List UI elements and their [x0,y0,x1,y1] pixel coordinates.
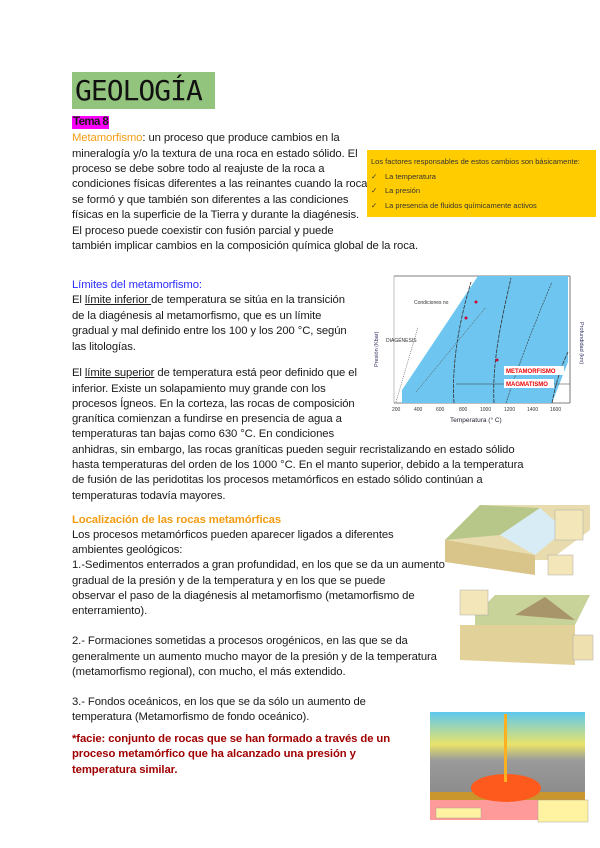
magmatism-label: MAGMATISMO [506,382,548,388]
facie-line: proceso metamórfico que ha alcanzado una presión y [72,748,356,761]
svg-text:Condiciones no: Condiciones no [414,300,449,306]
text-line: (metamorfismo regional), con mucho, el más extendido. [72,665,346,678]
factors-heading: Los factores responsables de estos cambios son básicamente: [371,157,580,166]
metamorfismo-term: Metamorfismo [72,132,143,144]
svg-text:800: 800 [459,407,468,413]
localization-heading: Localización de las rocas metamórficas [72,514,282,526]
text-line: generalmente un aumento mucho mayor de la presión y de la temperatura [72,650,437,663]
text-line: se formó y que también son diferentes a las condiciones [72,193,349,206]
text-line: 2.- Formaciones sometidas a procesos orogénicos, en las que se da [72,635,408,648]
svg-text:600: 600 [436,407,445,413]
factor-item: ✓ La presión [371,184,592,199]
text-line: enterramiento). [72,605,148,617]
regional-metamorphism-illustration [455,585,595,670]
x-ticks [392,407,561,413]
text-line: temperaturas tan bajas como 630 °C. En condiciones [72,428,335,441]
y-axis-label: Presión (Kbar) [374,331,380,367]
text-line: hasta temperaturas del orden de los 1000 °C. En el manto superior, debido a la temperatura [72,459,524,471]
svg-text:1200: 1200 [504,407,516,413]
check-icon: ✓ [371,200,378,210]
facie-line: temperatura similar. [72,763,178,776]
text-line: gradual de la presión y de la temperatura y en los que se puede [72,574,386,587]
svg-text:1000: 1000 [480,407,492,413]
page-title: GEOLOGÍA [72,72,215,109]
limits-p1-first: El límite inferior de temperatura se sitúa en la transición [72,294,345,306]
intro-first-line: Metamorfismo: un proceso que produce cambios en la [72,132,340,144]
text-line: gradual y mal definido entre los 100 y los 200 °C, según [72,325,347,337]
text-line: Los procesos metamórficos pueden aparecer ligados a diferentes [72,529,394,541]
metamorphism-label: METAMORFISMO [506,369,556,375]
text-line: anhidras, sin embargo, las rocas graníticas pueden seguir recristalizando en estado sólido [72,443,515,456]
facie-line: *facie: conjunto de rocas que se han formado a través de un [72,733,391,745]
factor-item: ✓ La temperatura [371,170,592,185]
text-line: granítica comienzan a fundirse en presencia de agua a [72,413,342,426]
text-line: condiciones físicas diferentes a las reinantes cuando la roca [72,178,368,191]
topic-label: Tema 8 [73,116,109,128]
text-line: temperatura (Metamorfismo de fondo oceánico). [72,711,310,724]
text-line: proceso se debe sobre todo al reajuste de la roca a [72,162,325,175]
burial-metamorphism-illustration [440,500,595,582]
text-line: también implicar cambios en la composición química global de la roca. [72,239,418,252]
limits-heading: Límites del metamorfismo: [72,279,202,291]
svg-text:400: 400 [414,407,423,413]
pressure-temperature-diagram [366,272,588,432]
text-line: procesos Ígneos. En la corteza, las rocas de composición [72,397,355,410]
diagenesis-label: DIAGÉNESIS [386,338,417,344]
factor-item: ✓ La presencia de fluidos químicamente activos [371,199,592,214]
text-line: observar el paso de la diagénesis al metamorfismo (metamorfismo de [72,589,415,602]
text-line: El proceso puede coexistir con fusión parcial y puede [72,224,334,237]
ocean-floor-metamorphism-illustration [428,708,593,826]
text-line: de la diagénesis al metamorfismo, que es un límite [72,309,322,322]
svg-text:1400: 1400 [527,407,539,413]
text-line: mineralogía y/o la textura de una roca en estado sólido. El [72,147,358,160]
text-line: inferior. Existe un solapamiento muy grande con los [72,382,326,395]
svg-text:200: 200 [392,407,401,413]
text-line: físicas en la superficie de la Tierra y durante la diagénesis. [72,209,360,222]
check-icon: ✓ [371,171,378,181]
y2-axis-label: Profundidad (km) [578,322,584,365]
text-line: ambientes geológicos: [72,544,183,557]
factors-box [367,150,596,217]
text-line: las litologías. [72,340,136,353]
limits-p2-first: El límite superior de temperatura está peor definido que el [72,367,357,379]
text-line: 3.- Fondos oceánicos, en los que se da sólo un aumento de [72,696,366,709]
svg-text:1600: 1600 [550,407,562,413]
check-icon: ✓ [371,186,378,195]
text-line: de fusión de las peridotitas los procesos metamórficos en estado sólido continúan a [72,474,483,487]
text-line: 1.-Sedimentos enterrados a gran profundidad, en los que se da un aumento [72,559,445,572]
text-line: temperaturas todavía mayores. [72,489,226,502]
x-axis-label: Temperatura (° C) [450,417,502,424]
